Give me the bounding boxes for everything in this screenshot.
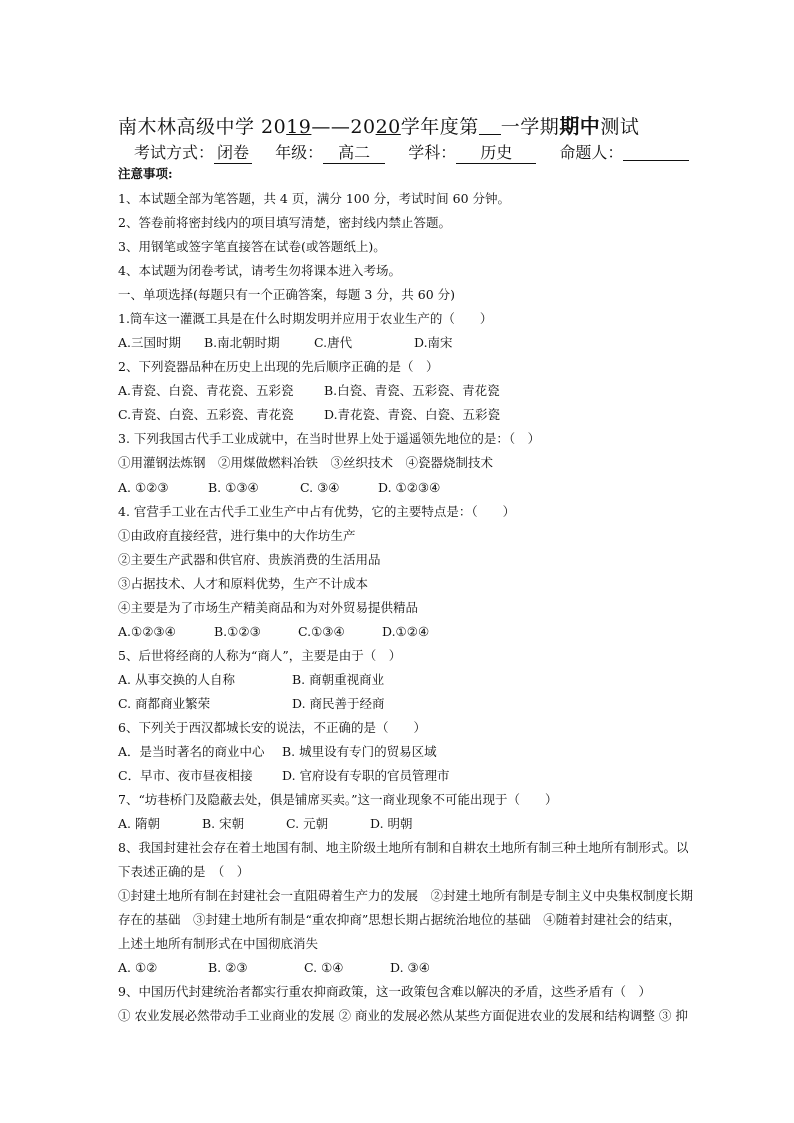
question-statement: ③占据技术、人才和原料优势，生产不计成本: [118, 576, 369, 591]
option-c: C．早市、夜市昼夜相接: [118, 768, 253, 783]
option-c: C. 商都商业繁荣: [118, 696, 211, 711]
question-stem: 5、后世将经商的人称为“商人”，主要是由于（ ）: [118, 648, 402, 663]
note-item: 4、本试题为闭卷考试，请考生勿将课本进入考场。: [118, 263, 401, 278]
title-midterm: 期中: [559, 114, 601, 138]
option-d: D. 明朝: [370, 816, 413, 831]
option-d: D.①②④: [382, 624, 430, 639]
option-b: B.白瓷、青瓷、五彩瓷、青花瓷: [324, 383, 500, 398]
question-stem: 3. 下列我国古代手工业成就中，在当时世界上处于遥遥领先地位的是：（ ）: [118, 431, 541, 446]
option-b: B. 宋朝: [202, 816, 245, 831]
method-value: 闭卷: [214, 140, 252, 164]
title-semester: 一学期: [500, 116, 560, 138]
question-statement: ① 农业发展必然带动手工业商业的发展 ② 商业的发展必然从某些方面促进农业的发展和结构调整 ③ 抑: [118, 1008, 688, 1023]
title-blank: [479, 116, 501, 135]
option-a: A. 从事交换的人自称: [118, 672, 235, 687]
option-a: A.青瓷、白瓷、青花瓷、五彩瓷: [118, 383, 294, 398]
question-options: [118, 767, 450, 785]
option-c: C.唐代: [314, 335, 353, 350]
question-stem: 9、中国历代封建统治者都实行重农抑商政策，这一政策包含难以解决的矛盾，这些矛盾有（ ）: [118, 984, 651, 999]
method-label: 考试方式：: [134, 143, 215, 162]
question-statements: ①用灌钢法炼钢 ②用煤做燃料冶铁 ③丝织技术 ④瓷器烧制技术: [118, 455, 494, 470]
question-options: [118, 671, 384, 689]
question-statement: ④主要是为了市场生产精美商品和为对外贸易提供精品: [118, 600, 419, 615]
author-label: 命题人：: [559, 143, 624, 162]
author-value: [623, 144, 689, 161]
question-options: [118, 743, 437, 761]
option-a: A.①②③④: [118, 624, 176, 639]
option-b: B. ②③: [208, 960, 248, 975]
note-item: 1、本试题全部为笔答题，共 4 页，满分 100 分，考试时间 60 分钟。: [118, 191, 511, 206]
option-a: A．是当时著名的商业中心: [118, 744, 265, 759]
title-year2-prefix: 20: [350, 116, 376, 138]
title-end: 测试: [600, 116, 640, 138]
question-stem: 6、下列关于西汉都城长安的说法，不正确的是（ ）: [118, 720, 426, 735]
question-stem: 7、“坊巷桥门及隐蔽去处，俱是铺席买卖。”这一商业现象不可能出现于（ ）: [118, 792, 558, 807]
option-a: A. 隋朝: [118, 816, 160, 831]
option-c: C.青瓷、白瓷、五彩瓷、青花瓷: [118, 407, 294, 422]
subject-value: 历史: [456, 140, 536, 164]
option-b: B. 商朝重视商业: [292, 672, 385, 687]
option-c: C. ③④: [300, 480, 340, 495]
option-c: C.①③④: [298, 624, 345, 639]
option-c: C. 元朝: [286, 816, 329, 831]
question-options: [118, 959, 430, 977]
option-d: D. ①②③④: [378, 480, 441, 495]
question-options: [118, 695, 385, 713]
option-b: B.①②③: [214, 624, 261, 639]
option-d: D. 官府设有专职的官员管理市: [282, 768, 450, 783]
question-stem: 8、我国封建社会存在着土地国有制、地主阶级土地所有制和自耕农土地所有制三种土地所有制形式。以: [118, 840, 689, 855]
option-a: A.三国时期: [118, 335, 182, 350]
title-prefix: 南木林高级中学 20: [118, 116, 287, 138]
note-item: 3、用钢笔或签字笔直接答在试卷(或答题纸上)。: [118, 239, 386, 254]
section-heading: 一、单项选择(每题只有一个正确答案，每题 3 分，共 60 分): [118, 287, 456, 302]
question-options: [118, 815, 413, 833]
option-b: B.南北朝时期: [204, 335, 280, 350]
question-statement: ①由政府直接经营，进行集中的大作坊生产: [118, 528, 356, 543]
question-options: [118, 334, 453, 352]
option-d: D.青花瓷、青瓷、白瓷、五彩瓷: [324, 407, 501, 422]
option-d: D.南宋: [414, 335, 453, 350]
exam-title: [118, 110, 639, 139]
option-a: A. ①②: [118, 960, 158, 975]
title-dash: ——: [311, 116, 351, 138]
question-statement: 存在的基础 ③封建土地所有制是“重农抑商”思想长期占据统治地位的基础 ④随着封建社会的结束，: [118, 912, 681, 927]
grade-value: 高二: [323, 140, 385, 164]
question-options: [118, 479, 440, 497]
question-statement: 上述土地所有制形式在中国彻底消失: [118, 936, 319, 951]
question-stem: 1.筒车这一灌溉工具是在什么时期发明并应用于农业生产的（ ）: [118, 311, 493, 326]
question-stem: 下表述正确的是 （ ）: [118, 864, 250, 879]
notes-heading: 注意事项:: [118, 166, 173, 181]
option-d: D. ③④: [390, 960, 430, 975]
option-b: B. ①③④: [208, 480, 259, 495]
note-item: 2、答卷前将密封线内的项目填写清楚，密封线内禁止答题。: [118, 215, 451, 230]
question-options: [118, 382, 500, 400]
title-mid: 学年度第: [400, 116, 479, 138]
subject-label: 学科：: [408, 143, 457, 162]
option-c: C. ①④: [304, 960, 344, 975]
question-options: [118, 406, 500, 424]
question-stem: 2、下列瓷器品种在历史上出现的先后顺序正确的是（ ）: [118, 359, 439, 374]
option-a: A. ①②③: [118, 480, 169, 495]
question-stem: 4. 官营手工业在古代手工业生产中占有优势，它的主要特点是：（ ）: [118, 504, 516, 519]
option-d: D. 商民善于经商: [292, 696, 385, 711]
question-statement: ②主要生产武器和供官府、贵族消费的生活用品: [118, 552, 381, 567]
question-statement: ①封建土地所有制在封建社会一直阻碍着生产力的发展 ②封建土地所有制是专制主义中央集权制度长期: [118, 888, 694, 903]
option-b: B. 城里设有专门的贸易区域: [282, 744, 437, 759]
exam-meta: [134, 140, 689, 164]
question-options: [118, 623, 429, 641]
grade-label: 年级：: [275, 143, 324, 162]
title-year2: 20: [375, 116, 401, 138]
title-year1: 19: [286, 116, 312, 138]
